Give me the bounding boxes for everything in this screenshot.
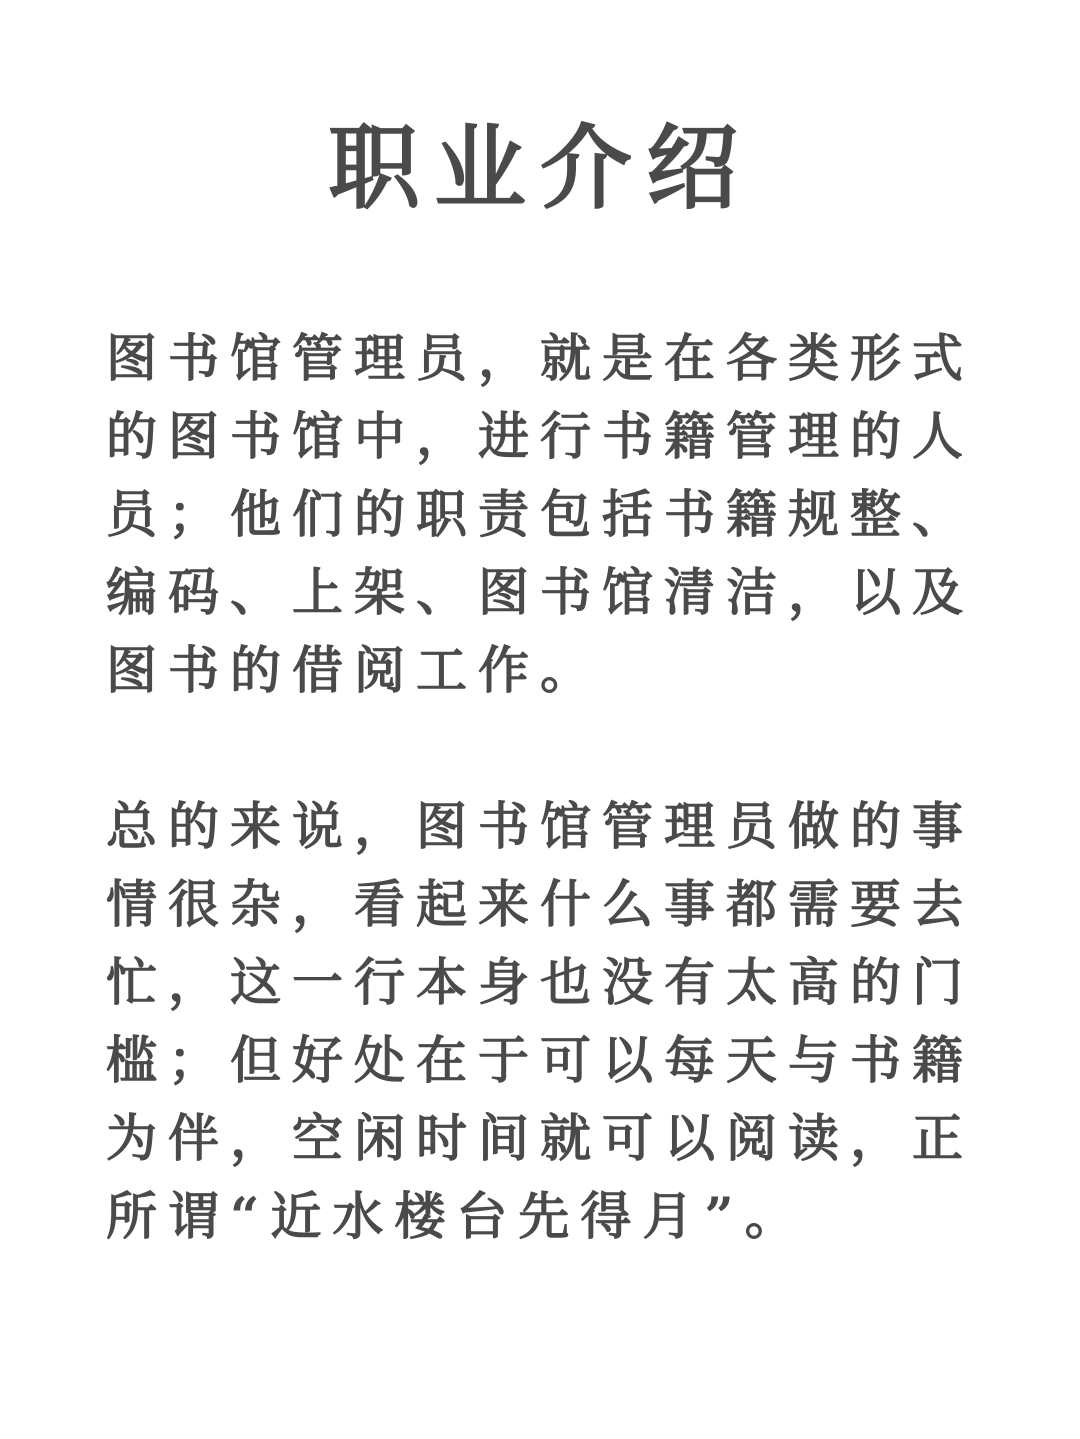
paragraph-job-description: 图书馆管理员，就是在各类形式的图书馆中，进行书籍管理的人员；他们的职责包括书籍规整、编码、上架、图书馆清洁，以及图书的借阅工作。 [106, 329, 975, 701]
paragraph-summary: 总的来说，图书馆管理员做的事情很杂，看起来什么事都需要去忙，这一行本身也没有太高的门槛；但好处在于可以每天与书籍为伴，空闲时间就可以阅读，正所谓“近水楼台先得月”。 [106, 797, 975, 1247]
page-title: 职业介绍 [327, 114, 752, 222]
